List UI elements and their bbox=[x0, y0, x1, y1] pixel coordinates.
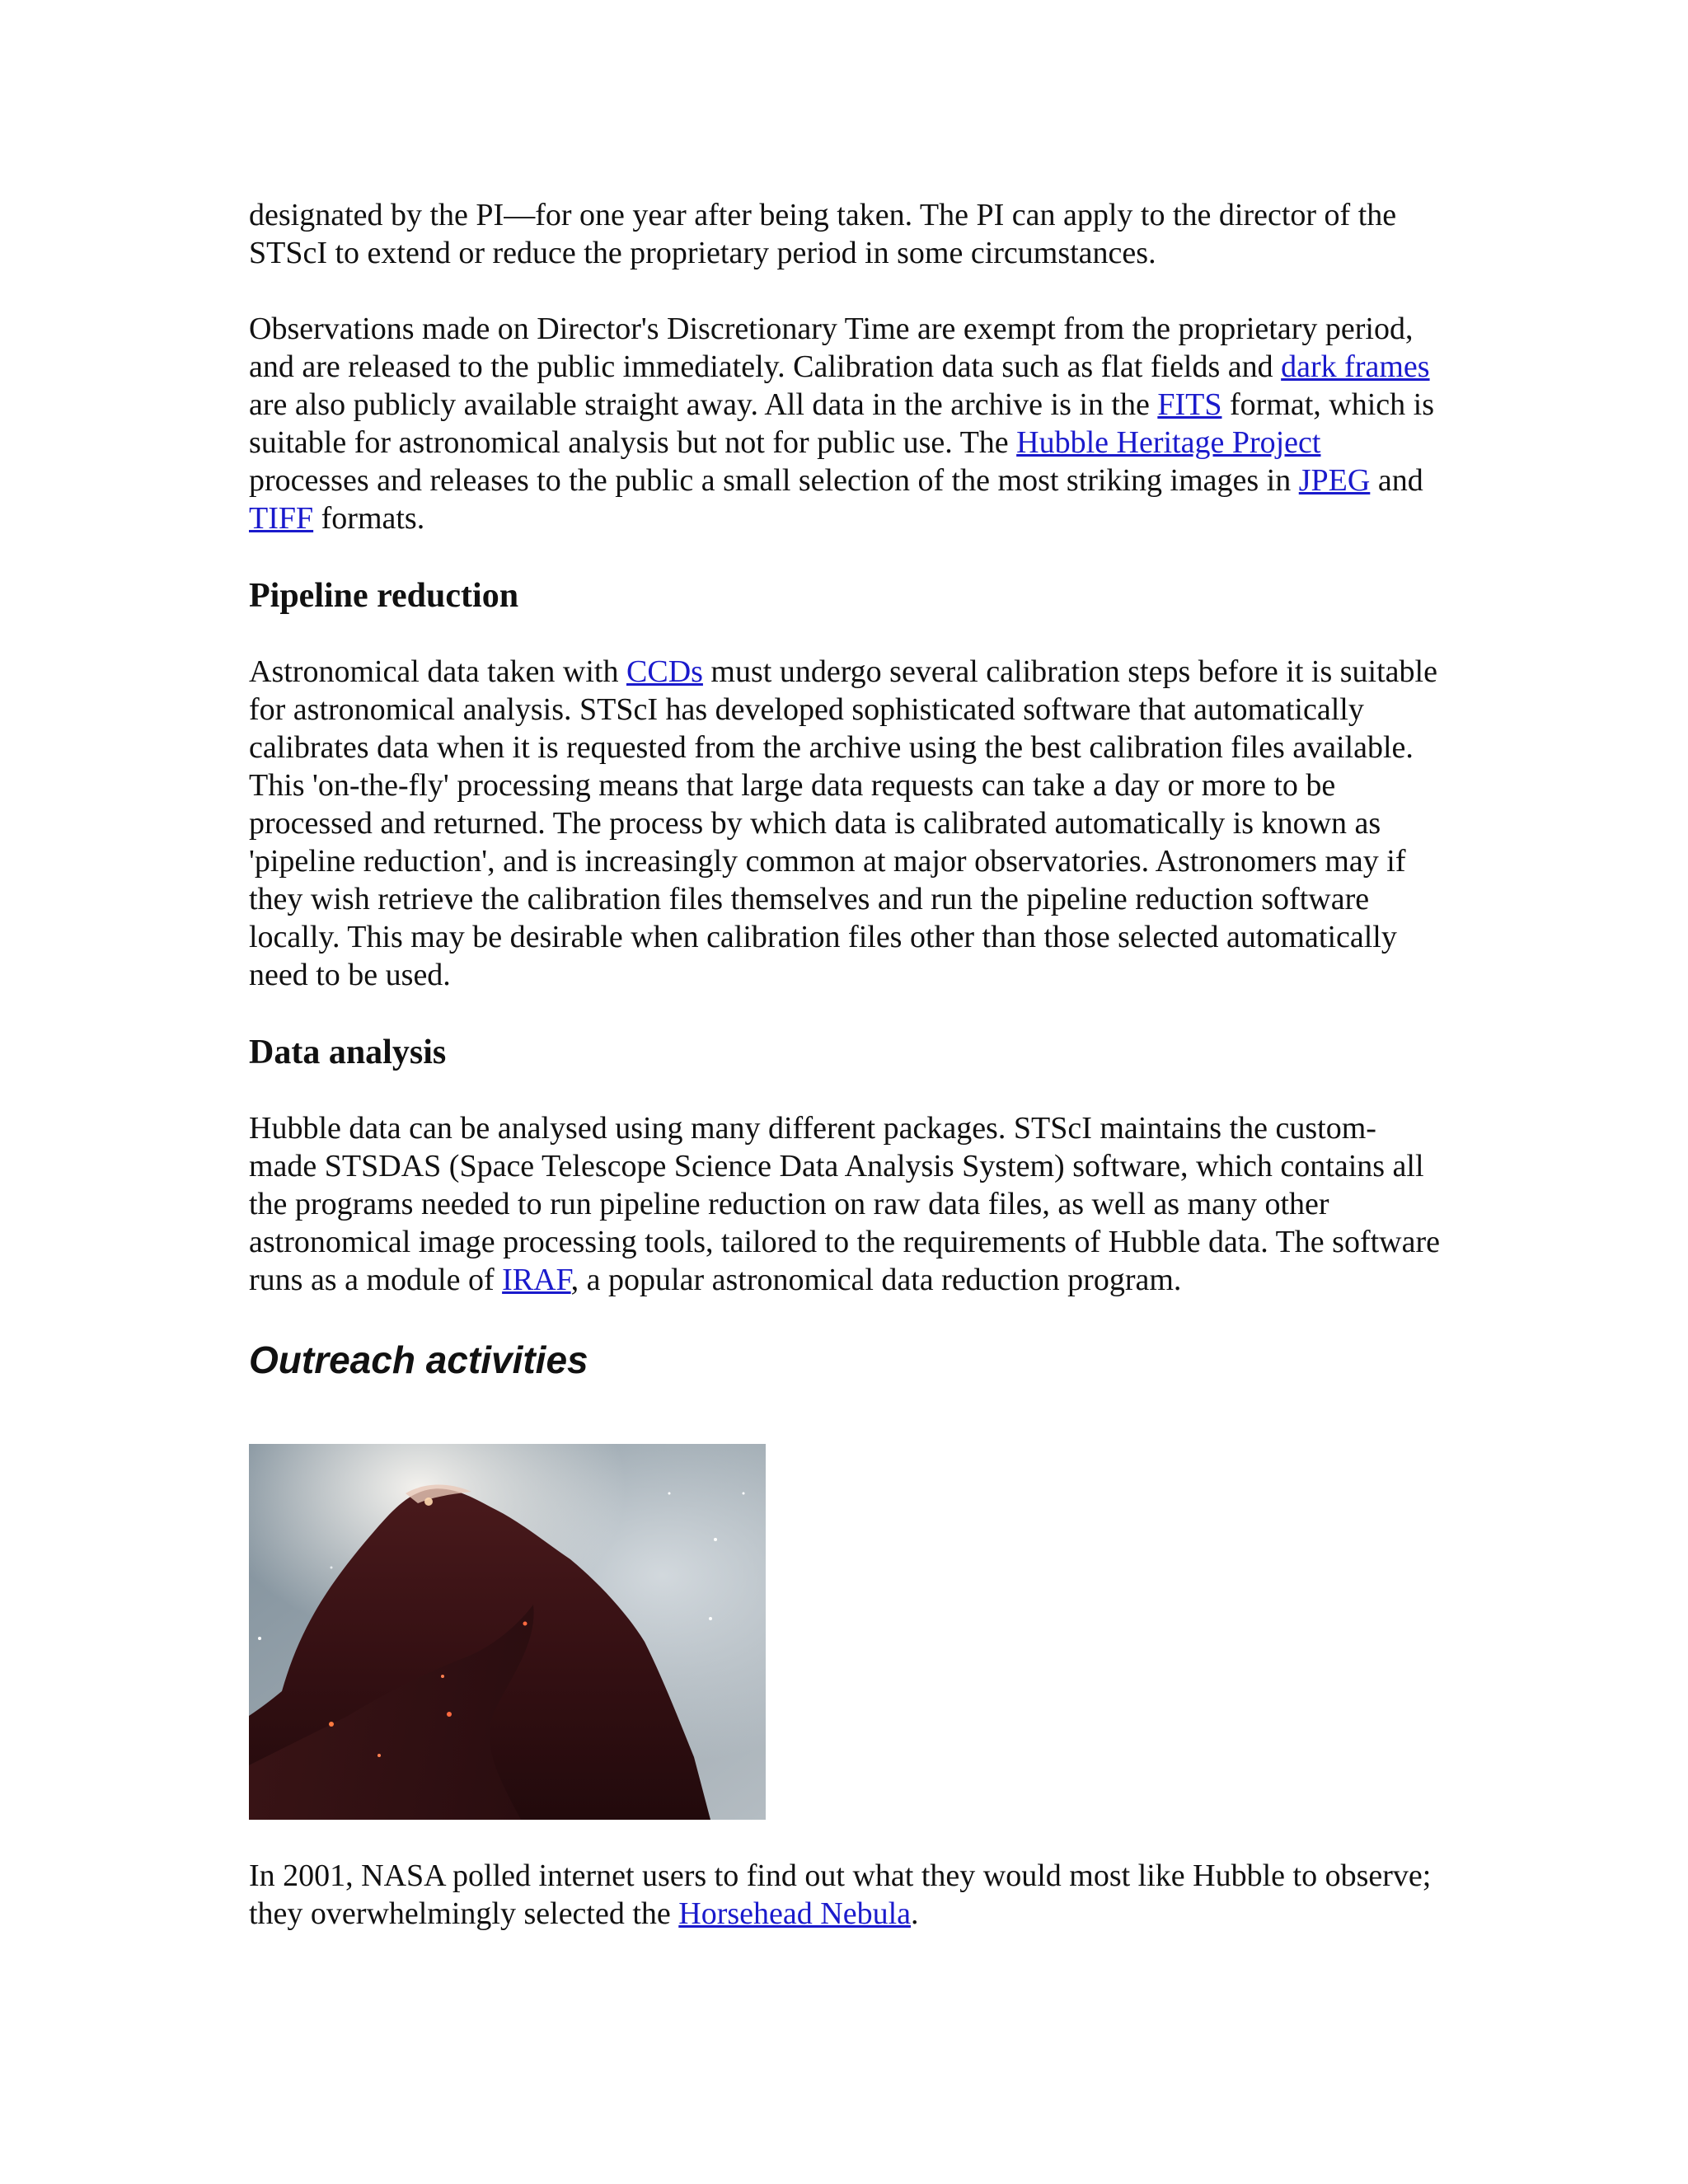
paragraph-proprietary-period: designated by the PI—for one year after being taken. The PI can apply to the director of the STScI to extend or reduce the proprietary period in some circumstances. bbox=[249, 198, 1397, 270]
paragraph-data-analysis bbox=[249, 1109, 1444, 1299]
heading-outreach-activities: Outreach activities bbox=[249, 1338, 588, 1381]
horsehead-nebula-image bbox=[249, 1444, 766, 1820]
link-iraf[interactable]: IRAF bbox=[502, 1263, 571, 1297]
text-span: Observations made on Director's Discretionary Time are exempt from the proprietary period, and are released to the public immediately. Calibration data such as flat fields and bbox=[249, 312, 1414, 384]
text-span: Astronomical data taken with bbox=[249, 654, 626, 689]
text-span: processes and releases to the public a small selection of the most striking images in bbox=[249, 463, 1299, 498]
text-span: format, which is suitable for astronomical analysis but not for public use. The bbox=[249, 387, 1434, 460]
text-span: Hubble data can be analysed using many different packages. STScI maintains the custom-made STSDAS (Space Telescope Science Data Analysis System) software, which contains all the programs needed to run pipeline reduction on raw data files, as well as many other astronomical image processing tools, tailored to the requirements of Hubble data. The software runs as a module of bbox=[249, 1111, 1440, 1297]
text-span: must undergo several calibration steps before it is suitable for astronomical analysis. STScI has developed sophisticated software that automatically calibrates data when it is requested from the archive using the best calibration files available. This 'on-the-fly' processing means that large data requests can take a day or more to be processed and returned. The process by which data is calibrated automatically is known as 'pipeline reduction', and is increasingly common at major observatories. Astronomers may if they wish retrieve the calibration files themselves and run the pipeline reduction software locally. This may be desirable when calibration files other than those selected automatically need to be used. bbox=[249, 654, 1437, 992]
link-hubble-heritage-project[interactable]: Hubble Heritage Project bbox=[1016, 425, 1321, 460]
text-span: and bbox=[1370, 463, 1423, 498]
document-body bbox=[249, 196, 1444, 1383]
link-tiff[interactable]: TIFF bbox=[249, 501, 314, 536]
link-horsehead-nebula[interactable]: Horsehead Nebula bbox=[678, 1896, 911, 1931]
text-span: . bbox=[911, 1896, 919, 1931]
text-span: , a popular astronomical data reduction program. bbox=[570, 1263, 1182, 1297]
text-span: In 2001, NASA polled internet users to find out what they would most like Hubble to observe; they overwhelmingly selected the bbox=[249, 1858, 1432, 1931]
paragraph-data-release bbox=[249, 310, 1444, 537]
link-dark-frames[interactable]: dark frames bbox=[1281, 349, 1430, 384]
link-fits[interactable]: FITS bbox=[1157, 387, 1222, 422]
heading-data-analysis: Data analysis bbox=[249, 1033, 447, 1071]
text-span: formats. bbox=[313, 501, 425, 536]
text-span: are also publicly available straight away. All data in the archive is in the bbox=[249, 387, 1158, 422]
paragraph-pipeline-reduction bbox=[249, 653, 1444, 994]
heading-pipeline-reduction: Pipeline reduction bbox=[249, 577, 519, 615]
link-ccds[interactable]: CCDs bbox=[626, 654, 703, 689]
link-jpeg[interactable]: JPEG bbox=[1298, 463, 1371, 498]
paragraph-outreach bbox=[249, 1857, 1444, 1933]
